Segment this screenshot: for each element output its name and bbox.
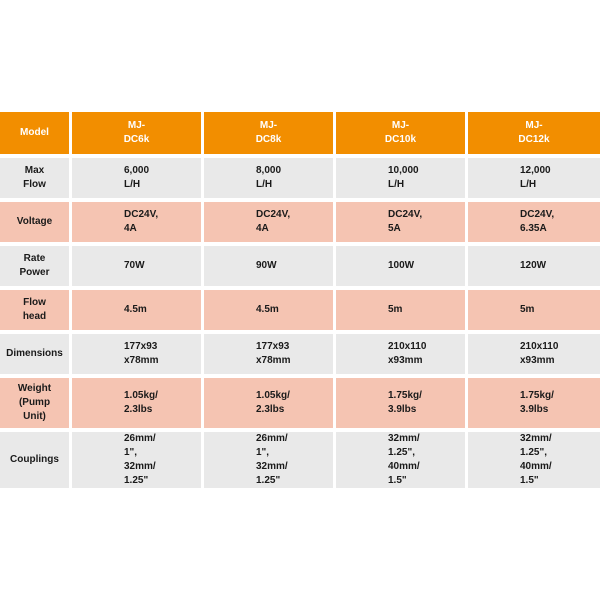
cell-rate-power-dc12k: 120W [468, 246, 600, 290]
cell-flow-head-dc10k: 5m [336, 290, 468, 334]
cell-weight-dc10k: 1.75kg/ 3.9lbs [336, 378, 468, 432]
header-model-dc6k: MJ- DC6k [72, 112, 204, 158]
cell-voltage-dc12k: DC24V, 6.35A [468, 202, 600, 246]
row-max-flow [0, 158, 600, 202]
cell-couplings-dc12k: 32mm/ 1.25", 40mm/ 1.5" [468, 432, 600, 488]
row-couplings [0, 432, 600, 488]
cell-flow-head-dc8k: 4.5m [204, 290, 336, 334]
row-label-dimensions: Dimensions [0, 334, 72, 378]
row-label-voltage: Voltage [0, 202, 72, 246]
cell-weight-dc8k: 1.05kg/ 2.3lbs [204, 378, 336, 432]
header-model-dc10k: MJ- DC10k [336, 112, 468, 158]
cell-weight-dc6k: 1.05kg/ 2.3lbs [72, 378, 204, 432]
cell-dimensions-dc6k: 177x93 x78mm [72, 334, 204, 378]
header-model-dc12k: MJ- DC12k [468, 112, 600, 158]
cell-voltage-dc10k: DC24V, 5A [336, 202, 468, 246]
row-voltage [0, 202, 600, 246]
header-row [0, 112, 600, 158]
cell-dimensions-dc12k: 210x110 x93mm [468, 334, 600, 378]
cell-voltage-dc6k: DC24V, 4A [72, 202, 204, 246]
row-flow-head [0, 290, 600, 334]
cell-flow-head-dc6k: 4.5m [72, 290, 204, 334]
row-weight [0, 378, 600, 432]
cell-max-flow-dc10k: 10,000 L/H [336, 158, 468, 202]
cell-couplings-dc10k: 32mm/ 1.25", 40mm/ 1.5" [336, 432, 468, 488]
row-rate-power [0, 246, 600, 290]
cell-rate-power-dc6k: 70W [72, 246, 204, 290]
cell-couplings-dc6k: 26mm/ 1", 32mm/ 1.25" [72, 432, 204, 488]
cell-max-flow-dc12k: 12,000 L/H [468, 158, 600, 202]
cell-max-flow-dc6k: 6,000 L/H [72, 158, 204, 202]
header-model-dc8k: MJ- DC8k [204, 112, 336, 158]
cell-flow-head-dc12k: 5m [468, 290, 600, 334]
spec-table [0, 112, 600, 488]
row-label-max-flow: Max Flow [0, 158, 72, 202]
row-label-flow-head: Flow head [0, 290, 72, 334]
row-label-rate-power: Rate Power [0, 246, 72, 290]
row-label-weight: Weight (Pump Unit) [0, 378, 72, 432]
row-label-couplings: Couplings [0, 432, 72, 488]
cell-weight-dc12k: 1.75kg/ 3.9lbs [468, 378, 600, 432]
header-model-label: Model [0, 112, 72, 158]
cell-voltage-dc8k: DC24V, 4A [204, 202, 336, 246]
cell-rate-power-dc8k: 90W [204, 246, 336, 290]
row-dimensions [0, 334, 600, 378]
cell-rate-power-dc10k: 100W [336, 246, 468, 290]
cell-dimensions-dc8k: 177x93 x78mm [204, 334, 336, 378]
cell-max-flow-dc8k: 8,000 L/H [204, 158, 336, 202]
cell-couplings-dc8k: 26mm/ 1", 32mm/ 1.25" [204, 432, 336, 488]
cell-dimensions-dc10k: 210x110 x93mm [336, 334, 468, 378]
